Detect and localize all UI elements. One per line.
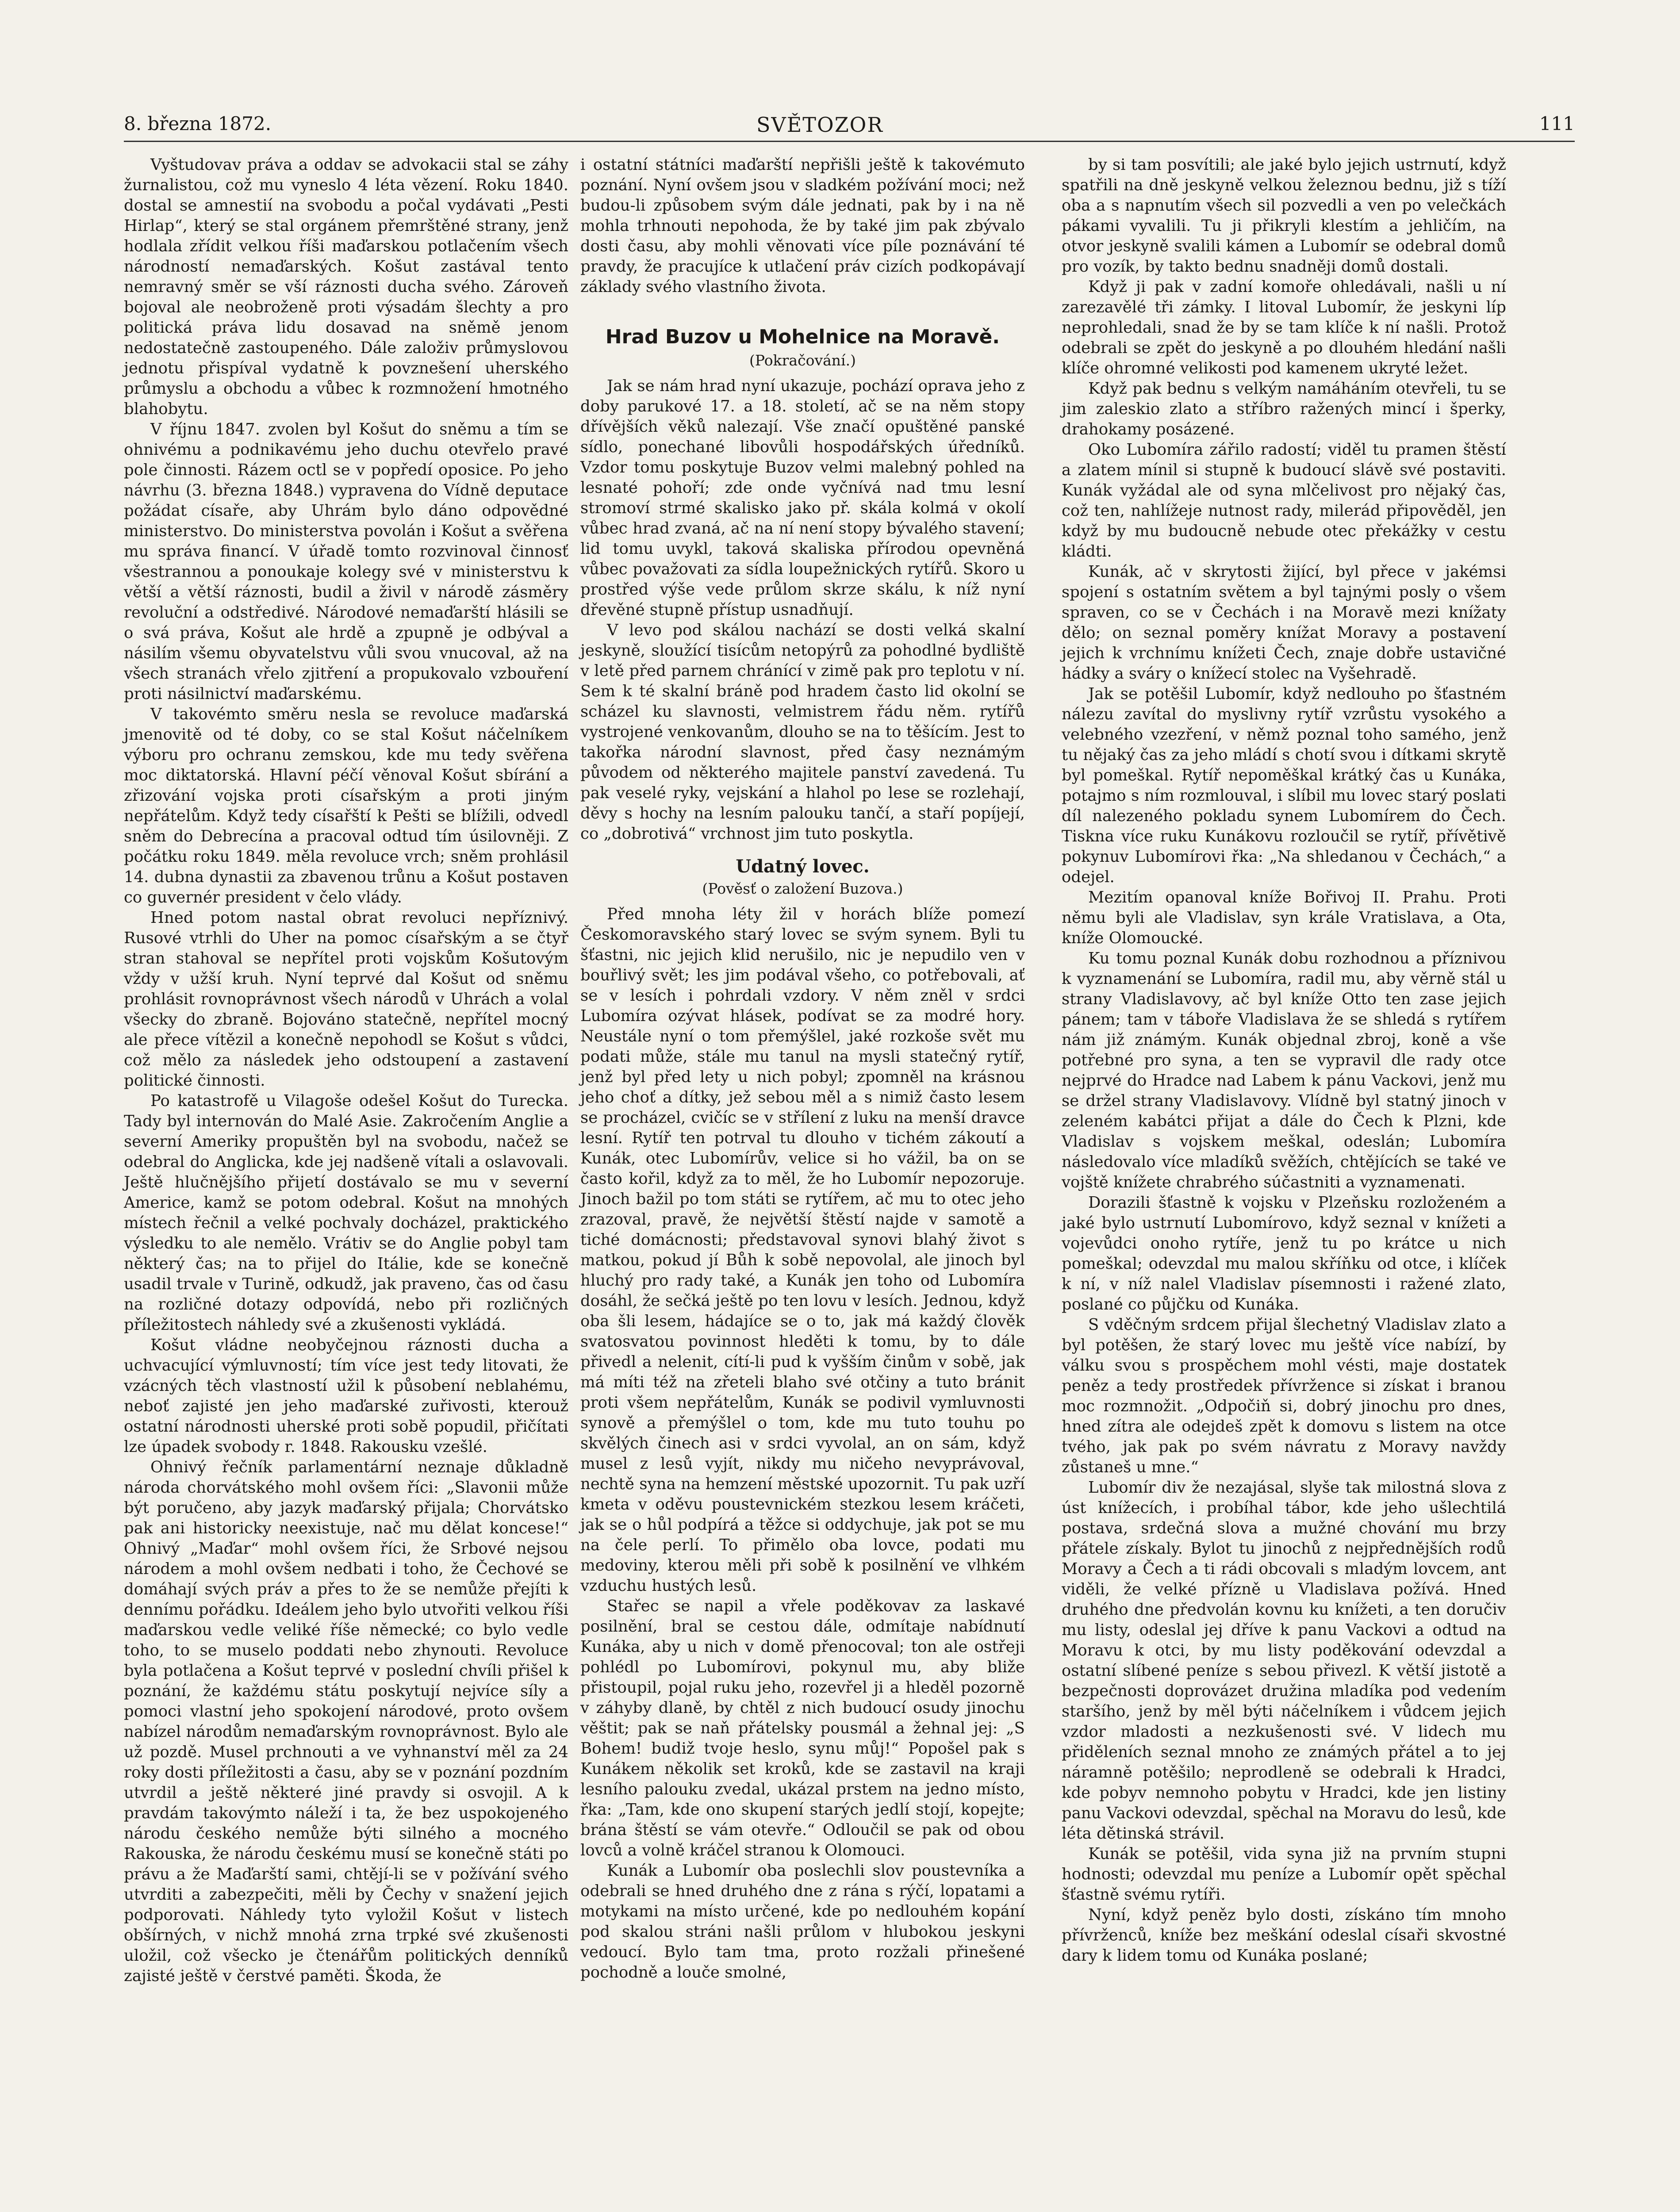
paragraph: Když ji pak v zadní komoře ohledávali, našli u ní zarezavělé tři zámky. I litoval Lubomír, že jeskyni líp neprohledali, snad že by se tam klíče k ní našli. Protož odebrali se zpět do jeskyně a po dlouhém hledání našli klíče ohromné velikosti pod kamenem ukryté ležet. [1062,278,1506,377]
article-title-buzov: Hrad Buzov u Mohelnice na Moravě. [605,326,1000,348]
paragraph: Lubomír div že nezajásal, slyše tak milostná slova z úst knížecích, i probíhal tábor, kde jeho ušlechtilá postava, srdečná slova a mužné chování mu brzy přátele získaly. Bylot tu jinochů z nejpřednějších rodů Moravy a Čech a ti rádi obcovali s mladým lovcem, ant viděli, že velké přízně u Vladislava požívá. Hned druhého dne předvolán kovnu ku knížeti, a ten doručiv mu listy, odeslal jej dříve k panu Vackovi a odtud na Moravu k otci, by mu listy poděkování odevzdal a ostatní slíbené peníze s sebou přivezl. K větší jistotě a bezpečnosti doprovázet družina mladíka pod vedením staršího, jenž by měl býti náčelníkem i vůdcem jejich vzdor mladosti a nezkušenosti své. V lidech mu přiděleních seznal mnoho ze známých přátel a to jej náramně potěšilo; neprodleně se odebrali k Hradci, kde pobyv nemnoho pobytu v Hradci, kde jen listiny panu Vackovi odevzdal, spěchal na Moravu do lesů, kde léta dětinská strávil. [1062,1479,1506,1843]
column-2 [580,155,1025,1983]
issue-date: 8. března 1872. [124,113,272,134]
paragraph: V takovémto směru nesla se revoluce maďarská jmenovitě od té doby, co se stal Košut náčelníkem výboru pro ochranu zemskou, kde mu tedy svěřena moc diktatorská. Hlavní péčí věnoval Košut sbírání a zřizování vojska proti císařským a proti jiným nepřátelům. Když tedy císařští k Pešti se blížili, odvedl sněm do Debrecína a pracoval odtud tím úsilovněji. Z počátku roku 1849. měla revoluce vrch; sněm prohlásil 14. dubna dynastii za zbavenou trůnu a Košut postaven co guvernér president v čelo vlády. [124,705,568,906]
paragraph: Oko Lubomíra zářilo radostí; viděl tu pramen štěstí a zlatem mínil si stupně k budoucí slávě své postaviti. Kunák vyžádal ale od syna mlčelivost pro nějaký čas, což ten, nahlížeje nutnost rady, milerád připověděl, jen když by mu budoucně nebude otec překážky v cestu kládti. [1062,441,1506,561]
paragraph: Ohnivý řečník parlamentární neznaje důkladně národa chorvátského mohl ovšem říci: „Slavonii může být poručeno, aby jazyk maďarský přijala; Chorvátsko pak ani historicky neexistuje, nač mu dělat koncese!“ Ohnivý „Maďar“ mohl ovšem říci, že Srbové nejsou národem a mohl ovšem nedbati i toho, že Čechové se domáhají svých práv a přes to že se nemůže přejíti k dennímu pořádku. Ideálem jeho bylo utvořiti velkou říši maďarskou vedle veliké říše německé; co bylo vedle toho, to se muselo poddati nebo zhynouti. Revoluce byla potlačena a Košut teprvé v poslední chvíli přišel k poznání, že každému státu poskytují nejvíce síly a pomoci vlastní jeho spokojení národové, proto ovšem nabízel národům nemaďarským rovnoprávnost. Bylo ale už pozdě. Musel prchnouti a ve vyhnanství měl za 24 roky dosti příležitosti a času, aby se v poznání pozdním utvrdil a ještě některé jiné pravdy si osvojil. A k pravdám takovýmto náleží i ta, že bez uspokojeného národu českého nemůže býti silného a mocného Rakouska, že národu českému musí se konečně státi po právu a že Maďarští sami, chtějí-li se v požívání svého utvrditi a zabezpečiti, měli by Čechy v snažení jejich podporovati. Náhledy tyto vyložil Košut v listech obšírných, v nichž mnohá zrna trpké své zkušenosti uložil, což všecko je čtenářům politických denníků zajisté ještě v čerstvé paměti. Škoda, že [124,1458,568,1985]
paragraph: S vděčným srdcem přijal šlechetný Vladislav zlato a byl potěšen, že starý lovec mu ještě více nabízí, by válku svou s prospěchem mohl vésti, maje dostatek peněz a tedy prostředek přívržence si získat i branou moc rozmnožit. „Odpočiň si, dobrý jinochu pro dnes, hned zítra ale odejdeš zpět k domovu s listem na otce tvého, jak pak po svém návratu z Moravy navždy zůstaneš u mne.“ [1062,1316,1506,1476]
page-header [124,113,1575,139]
paragraph: Ku tomu poznal Kunák dobu rozhodnou a příznivou k vyznamenání se Lubomíra, radil mu, aby věrně stál u strany Vladislavovy, ač byl kníže Otto ten zase jejich pánem; tam v táboře Vladislava že se shledá s rytířem nám již známým. Kunák objednal zbroj, koně a vše potřebné pro syna, a ten se vypravil dle rady otce nejprvé do Hradce nad Labem k pánu Vackovi, jenž mu se držel strany Vladislavovy. Vlídně byl statný jinoch v zeleném kabátci přijat a dále do Čech k Plzni, kde Vladislav s vojskem meškal, odeslán; Lubomíra následovalo více mladíků svěžích, chtějících se také ve vojště knížete chrabrého súčastniti a vyznamenati. [1062,949,1506,1191]
paragraph: V levo pod skálou nachází se dosti velká skalní jeskyně, sloužící tisícům netopýrů za pohodlné bydliště v letě před parnem chránící v zimě pak pro teplotu v ní. Sem k té skalní bráně pod hradem často lid okolní se scházel ku slavnosti, velmistrem řádu něm. rytířů vystrojené venkovanům, dlouho se na to těšícím. Jest to takořka národní slavnost, před časy neznámým původem od některého majitele panství zavedená. Tu pak veselé ryky, vejskání a hlahol po lese se rozlehají, děvy s hochy na lesním palouku tančí, a staří popíjejí, co „dobrotivá“ vrchnost jim tuto poskytla. [580,621,1025,843]
paragraph: Košut vládne neobyčejnou ráznosti ducha a uchvacující výmluvností; tím více jest tedy litovati, že vzácných těch vlastností užil k působení neblahému, neboť zajisté jen jeho maďarské zuřivosti, kterouž ostatní národnosti uherské proti sobě popudil, přičítati lze úpadek svobody r. 1848. Rakousku vzešlé. [124,1336,568,1456]
journal-title: SVĚTOZOR [756,113,884,137]
paragraph: Mezitím opanoval kníže Bořivoj II. Prahu. Proti němu byli ale Vladislav, syn krále Vratislava, a Ota, kníže Olomoucké. [1062,888,1506,947]
paragraph: i ostatní státníci maďarští nepřišli ještě k takovémuto poznání. Nyní ovšem jsou v sladkém požívání moci; než budou-li způsobem svým dále jednati, pak by i na ně mohla trhnouti nepohoda, že by také jim pak zbývalo dosti času, aby mohli věnovati více píle poznávání té pravdy, že pracujíce k utlačení práv cizích podkopávají základy svého vlastního života. [580,156,1025,296]
article-title-lovec: Udatný lovec. [736,856,870,877]
paragraph: Před mnoha léty žil v horách blíže pomezí Českomoravského starý lovec se svým synem. Byli tu šťastni, nic jejich klid nerušilo, nic je nepudilo ven v bouřlivý svět; les jim podával všeho, co potřebovali, ať se v lesích i pohrdali vzdory. V něm zněl v srdci Lubomíra ozývat hlásek, podívat se za modré hory. Neustále nyní o tom přemýšlel, jaké rozkoše svět mu podati může, stále mu tanul na mysli statečný rytíř, jenž byl před lety u nich pobyl; zpomněl na krásnou jeho choť a dítky, jež sebou měl a s nimiž často lesem se procházel, cvičíc se v střílení z luku na menší dravce lesní. Rytíř ten potrval tu dlouho v tichém zákoutí a Kunák, otec Lubomírův, velice si ho vážil, ba on se často kořil, když za to měl, že ho Lubomír nepozoruje. Jinoch bažil po tom státi se rytířem, ač mu to otec jeho zrazoval, pravě, že největší štěstí najde v samotě a tiché domácnosti; představoval synovi blahý život s matkou, pokud jí Bůh k sobě nepovolal, ale jinoch byl hluchý pro rady také, a Kunák jen toho od Lubomíra dosáhl, že sečká ještě po ten lovu v lesích. Jednou, když oba šli lesem, hádajíce se o to, jak má každý člověk svatosvatou povinnost hleděti k tomu, by to dále přivedl a nelenit, cítí-li pud k vyšším činům v sobě, jak má míti též na zřeteli blaho své otčiny a tuto bránit proti všem nepřátelům, Kunák se podivil vymluvnosti synově a přemýšlel o tom, kde mu tuto touhu po skvělých činech asi v srdci vyvolal, an on sám, když musel z lesů vyjít, nikdy mu ničeho nevyprávoval, nechtě syna na hemzení městské upozornit. Tu pak uzří kmeta v oděvu poustevnickém stezkou lesem kráčeti, jak se o hůl podpírá a těžce si oddychuje, jak pot se mu na čele perlí. To přimělo oba lovce, podati mu medoviny, kterou měli při sobě k posilnění ve vlhkém vzduchu hustých lesů. [580,905,1025,1595]
article-subtitle: (Pověsť o založení Buzova.) [702,880,903,897]
paragraph: by si tam posvítili; ale jaké bylo jejich ustrnutí, když spatřili na dně jeskyně velkou železnou bednu, již s tíží oba a s napnutím všech sil pozvedli a ven po velečkách pákami vyvalili. Tu ji přikryli klestím a jehličím, na otvor jeskyně svalili kámen a Lubomír se odebral domů pro vozík, by takto bednu snadněji domů dostali. [1062,156,1506,276]
paragraph: Nyní, když peněz bylo dosti, získáno tím mnoho přívrženců, kníže bez meškání odeslal císaři skvostné dary k lidem tomu od Kunáka poslané; [1062,1906,1506,1965]
paragraph: Kunák, ač v skrytosti žijící, byl přece v jakémsi spojení s ostatním světem a byl tajnými posly o všem spraven, co se v Čechách i na Moravě mezi knížaty dělo; on seznal poměry knížat Moravy a postavení jejich k vrchnímu knížeti Čech, znaje dobře ustavičné hádky a sváry o knížecí stolec na Vyšehradě. [1062,563,1506,683]
paragraph: Jak se nám hrad nyní ukazuje, pochází oprava jeho z doby parukové 17. a 18. století, ač se na něm stopy dřívějších věků nalezají. Vše značí opuštěné panské sídlo, ponechané libovůli hospodářských úředníků. Vzdor tomu poskytuje Buzov velmi malebný pohled na lesnaté pohoří; zde onde vyčnívá nad tmu lesní stromoví strmé skalisko jako př. skála kolmá v okolí vůbec hrad zvaná, ač na ní není stopy bývalého stavení; lid tomu uvykl, taková skaliska přírodou opevněná vůbec považovati za sídla loupežnických rytířů. Skoro u prostřed výše vede průlom skrze skálu, k níž nyní dřevěné stupně přístup usnadňují. [580,377,1025,619]
paragraph: Hned potom nastal obrat revoluci nepříznivý. Rusové vtrhli do Uher na pomoc císařským a se čtyř stran stahoval se nepřítel proti vojskům Košutovým vždy v užší kruh. Nyní teprvé dal Košut od sněmu prohlásit rovnoprávnost všech národů v Uhrách a volal všecky do zbraně. Bojováno statečně, nepřítel mocný ale přece vítězil a konečně nepohodl se Košut s vůdci, což mělo za následek jeho odstoupení a zastavení politické činnosti. [124,909,568,1090]
paragraph: Kunák se potěšil, vida syna již na prvním stupni hodnosti; odevzdal mu peníze a Lubomír opět spěchal šťastně svému rytíři. [1062,1845,1506,1904]
paragraph: Jak se potěšil Lubomír, když nedlouho po šťastném nálezu zavítal do myslivny rytíř vzrůstu vysokého a velebného vzezření, v němž poznal toho samého, jenž tu nějaký čas za jeho mládí s chotí svou i dítkami skrytě byl pomeškal. Rytíř nepoměškal krátký čas u Kunáka, potajmo s ním rozmlouval, i slíbil mu lovec starý poslati díl nalezeného pokladu synem Lubomírem do Čech. Tiskna více ruku Kunákovu rozloučil se rytíř, přívětivě pokynuv Lubomírovi řka: „Na shledanou v Čechách,“ a odejel. [1062,685,1506,886]
paragraph: Kunák a Lubomír oba poslechli slov poustevníka a odebrali se hned druhého dne z rána s rýčí, lopatami a motykami na místo určené, kde po nedlouhém kopání pod skalou stráni našli průlom v hlubokou jeskyni vedoucí. Bylo tam tma, proto rozžali přinešené pochodně a louče smolné, [580,1862,1025,1982]
header-rule [124,141,1575,142]
column-1 [124,155,568,1986]
article-subtitle: (Pokračování.) [749,352,856,369]
paragraph: V říjnu 1847. zvolen byl Košut do sněmu a tím se ohnivému a podnikavému jeho duchu otevřelo pravé pole činnosti. Rázem octl se v popředí oposice. Po jeho návrhu (3. března 1848.) vypravena do Vídně deputace požádat císaře, aby Uhrám bylo dáno odpovědné ministerstvo. Do ministerstva povolán i Košut a svěřena mu správa financí. V úřadě tomto rozvinoval činnosť všestrannou a ponoukaje kolegy své v ministerstvu k větší a větší ráznosti, budil a živil v národě zásměry revoluční a odstředivé. Národové nemaďarští hlásili se o svá práva, Košut ale hrdě a zpupně je odbýval a násilím všemu obyvatelstvu vůli svou vnucoval, až na všech stranách vřelo zjitření a propukovalo vzbouření proti násilnictví maďarskému. [124,420,568,703]
paragraph: Stařec se napil a vřele poděkovav za laskavé posilnění, bral se cestou dále, odmítaje nabídnutí Kunáka, aby u nich v domě přenocoval; ton ale ostřeji pohlédl po Lubomírovi, pokynul mu, aby bliže přistoupil, pojal ruku jeho, rozevřel ji a hleděl pozorně v záhyby dlaně, by chtěl z nich budoucí osudy jinochu věštit; pak se naň přátelsky pousmál a žehnal jej: „S Bohem! budiž tvoje heslo, synu můj!“ Popošel pak s Kunákem několik set kroků, kde se zastavil na kraji lesního palouku zvedal, ukázal prstem na jedno místo, řka: „Tam, kde ono skupení starých jedlí stojí, kopejte; brána štěstí se vám otevře.“ Odloučil se pak od obou lovců a volně kráčel stranou k Olomouci. [580,1597,1025,1859]
paragraph: Když pak bednu s velkým namáháním otevřeli, tu se jim zaleskio zlato a stříbro ražených mincí i šperky, drahokamy posázené. [1062,380,1506,438]
page-number: 111 [1539,113,1575,134]
paragraph: Vyštudovav práva a oddav se advokacii stal se záhy žurnalistou, což mu vyneslo 4 léta vězení. Roku 1840. dostal se amnestií na svobodu a počal vydávati „Pesti Hirlap“, který se stal orgánem přemrštěné strany, jenž hodlala zřídit velkou říši maďarskou potlačením všech národností nemaďarských. Košut zastával tento nemravný směr se vší ráznosti ducha svého. Zároveň bojoval ale neobroženě proti výsadám šlechty a pro politická práva lidu dosavad na sněmě jenom nedostatečně zastoupeného. Dále založiv průmyslovou jednotu přispíval vydatně k povznešení uherského průmyslu a obchodu a vůbec k rozmnožení hmotného blahobytu. [124,156,568,418]
column-3 [1062,155,1506,1966]
paragraph: Dorazili šťastně k vojsku v Plzeňsku rozloženém a jaké bylo ustrnutí Lubomírovo, když seznal v knížeti a vojevůdci onoho rytíře, jenž tu po krátce u nich pomeškal; odevzdal mu malou skříňku od otce, i klíček k ní, v níž nalel Vladislav písemnosti i ražené zlato, poslané co půjčku od Kunáka. [1062,1194,1506,1313]
paragraph: Po katastrofě u Vilagoše odešel Košut do Turecka. Tady byl internován do Malé Asie. Zakročením Anglie a severní Ameriky propuštěn byl na svobodu, načež se odebral do Anglicka, kde jej nadšeně vítali a oslavovali. Ještě hlučnějšího přijetí dostávalo se mu v severní Americe, kamž se potom odebral. Košut na mnohých místech řečnil a velké pochvaly docházel, praktického výsledku to ale nemělo. Vrátiv se do Anglie pobyl tam některý čas; na to přijel do Itálie, kde se konečně usadil trvale v Turině, odkudž, jak praveno, čas od času na rozličné dotazy odpovídá, nebo při rozličných příležitostech náhledy své a zkušenosti vykládá. [124,1092,568,1334]
